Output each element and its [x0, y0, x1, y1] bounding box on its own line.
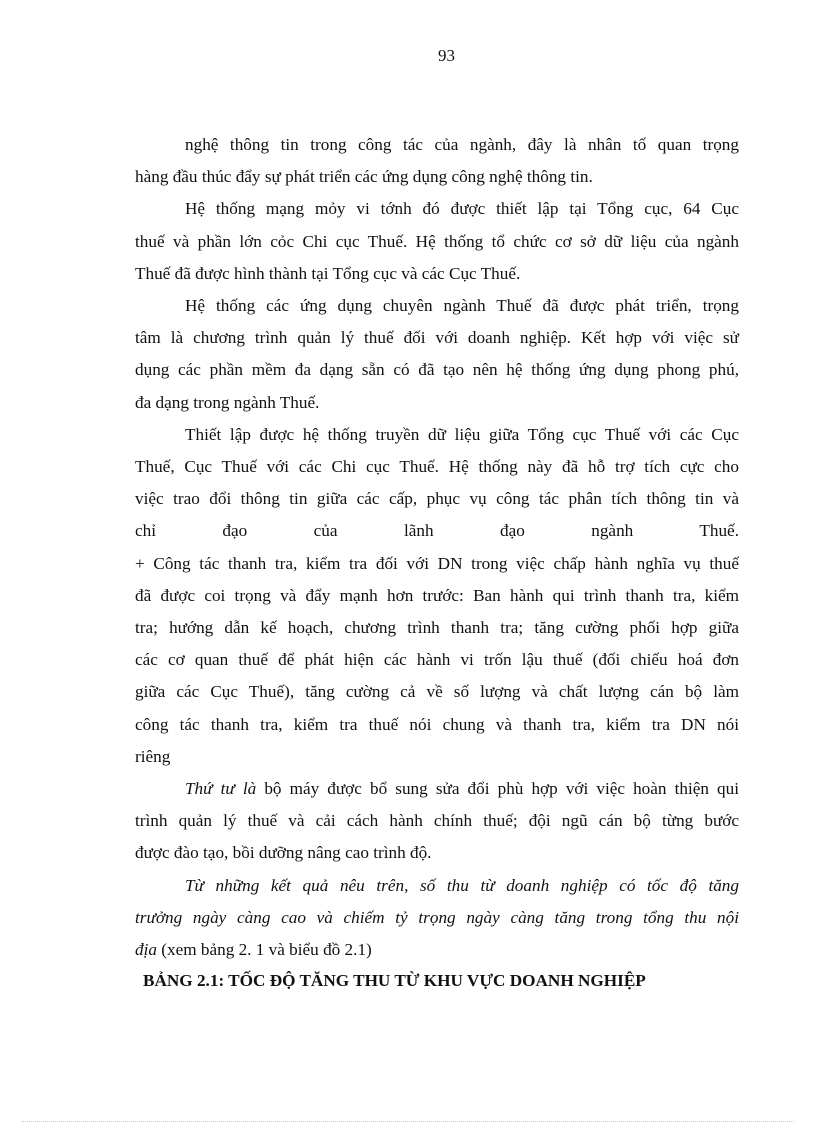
text-line: dụng các phần mềm đa dạng sẵn có đã tạo nên hệ thống ứng dụng phong phú,	[135, 360, 739, 380]
text-line: Từ những kết quả nêu trên, số thu từ doanh nghiệp có tốc độ tăng	[185, 875, 739, 895]
text-line: được đào tạo, bồi dưỡng nâng cao trình độ.	[135, 843, 432, 863]
italic-phrase: Thứ tư là	[185, 779, 257, 799]
text-line: tra; hướng dẫn kế hoạch, chương trình thanh tra; tăng cường phối hợp giữa	[135, 618, 739, 638]
text-line: riêng	[135, 746, 171, 766]
text-line: đã được coi trọng và đẩy mạnh hơn trước: Ban hành qui trình thanh tra, kiểm	[135, 585, 739, 605]
text-line: đa dạng trong ngành Thuế.	[135, 392, 320, 412]
paragraph-2	[135, 193, 739, 290]
text-line: trưởng ngày càng cao và chiếm tỷ trọng ngày càng tăng trong tổng thu nội	[135, 907, 739, 927]
paragraph-7	[135, 870, 739, 967]
text-line: Thuế đã được hình thành tại Tổng cục và các Cục Thuế.	[135, 263, 521, 283]
paragraph-4	[135, 419, 739, 548]
paragraph-5	[135, 548, 739, 773]
text-line: hàng đầu thúc đẩy sự phát triển các ứng dụng công nghệ thông tin.	[135, 167, 593, 187]
page-bottom-divider	[22, 1121, 794, 1122]
text-line: Thiết lập được hệ thống truyền dữ liệu giữa Tổng cục Thuế với các Cục	[185, 424, 739, 444]
text-line: + Công tác thanh tra, kiểm tra đối với DN trong việc chấp hành nghĩa vụ thuế	[135, 553, 739, 573]
table-heading: BẢNG 2.1: TỐC ĐỘ TĂNG THU TỪ KHU VỰC DOANH NGHIỆP	[143, 971, 646, 990]
text-line	[135, 934, 739, 966]
text-line	[135, 773, 739, 805]
text-line: giữa các Cục Thuế), tăng cường cả về số lượng và chất lượng cán bộ làm	[135, 682, 739, 702]
text-line: trình quản lý thuế và cải cách hành chính thuế; đội ngũ cán bộ từng bước	[135, 811, 739, 831]
text-line: tâm là chương trình quản lý thuế đối với doanh nghiệp. Kết hợp với việc sử	[135, 328, 739, 348]
text-line: Hệ thống mạng mỏy vi tớnh đó được thiết lập tại Tổng cục, 64 Cục	[185, 199, 739, 219]
text-line: thuế và phần lớn cỏc Chi cục Thuế. Hệ thống tổ chức cơ sở dữ liệu của ngành	[135, 231, 739, 251]
text-line: việc trao đổi thông tin giữa các cấp, phục vụ công tác phân tích thông tin và	[135, 489, 739, 509]
text-line: Hệ thống các ứng dụng chuyên ngành Thuế đã được phát triển, trọng	[185, 296, 739, 316]
italic-phrase: địa	[135, 940, 157, 960]
text-run: bộ máy được bổ sung sửa đổi phù hợp với việc hoàn thiện qui	[256, 779, 740, 799]
text-line: các cơ quan thuế để phát hiện các hành vi trốn lậu thuế (đối chiếu hoá đơn	[135, 650, 739, 670]
paragraph-6	[135, 773, 739, 870]
paragraph-3	[135, 290, 739, 419]
page-number: 93	[438, 46, 455, 65]
text-line: Thuế, Cục Thuế với các Chi cục Thuế. Hệ thống này đã hỗ trợ tích cực cho	[135, 457, 739, 477]
text-line: chỉ đạo của lãnh đạo ngành Thuế.	[135, 521, 739, 541]
text-line: nghệ thông tin trong công tác của ngành, đây là nhân tố quan trọng	[185, 135, 739, 154]
document-body	[135, 129, 739, 966]
paragraph-1	[135, 129, 739, 193]
text-line: công tác thanh tra, kiểm tra thuế nói chung và thanh tra, kiểm tra DN nói	[135, 714, 739, 734]
text-run: (xem bảng 2. 1 và biểu đồ 2.1)	[156, 940, 372, 960]
